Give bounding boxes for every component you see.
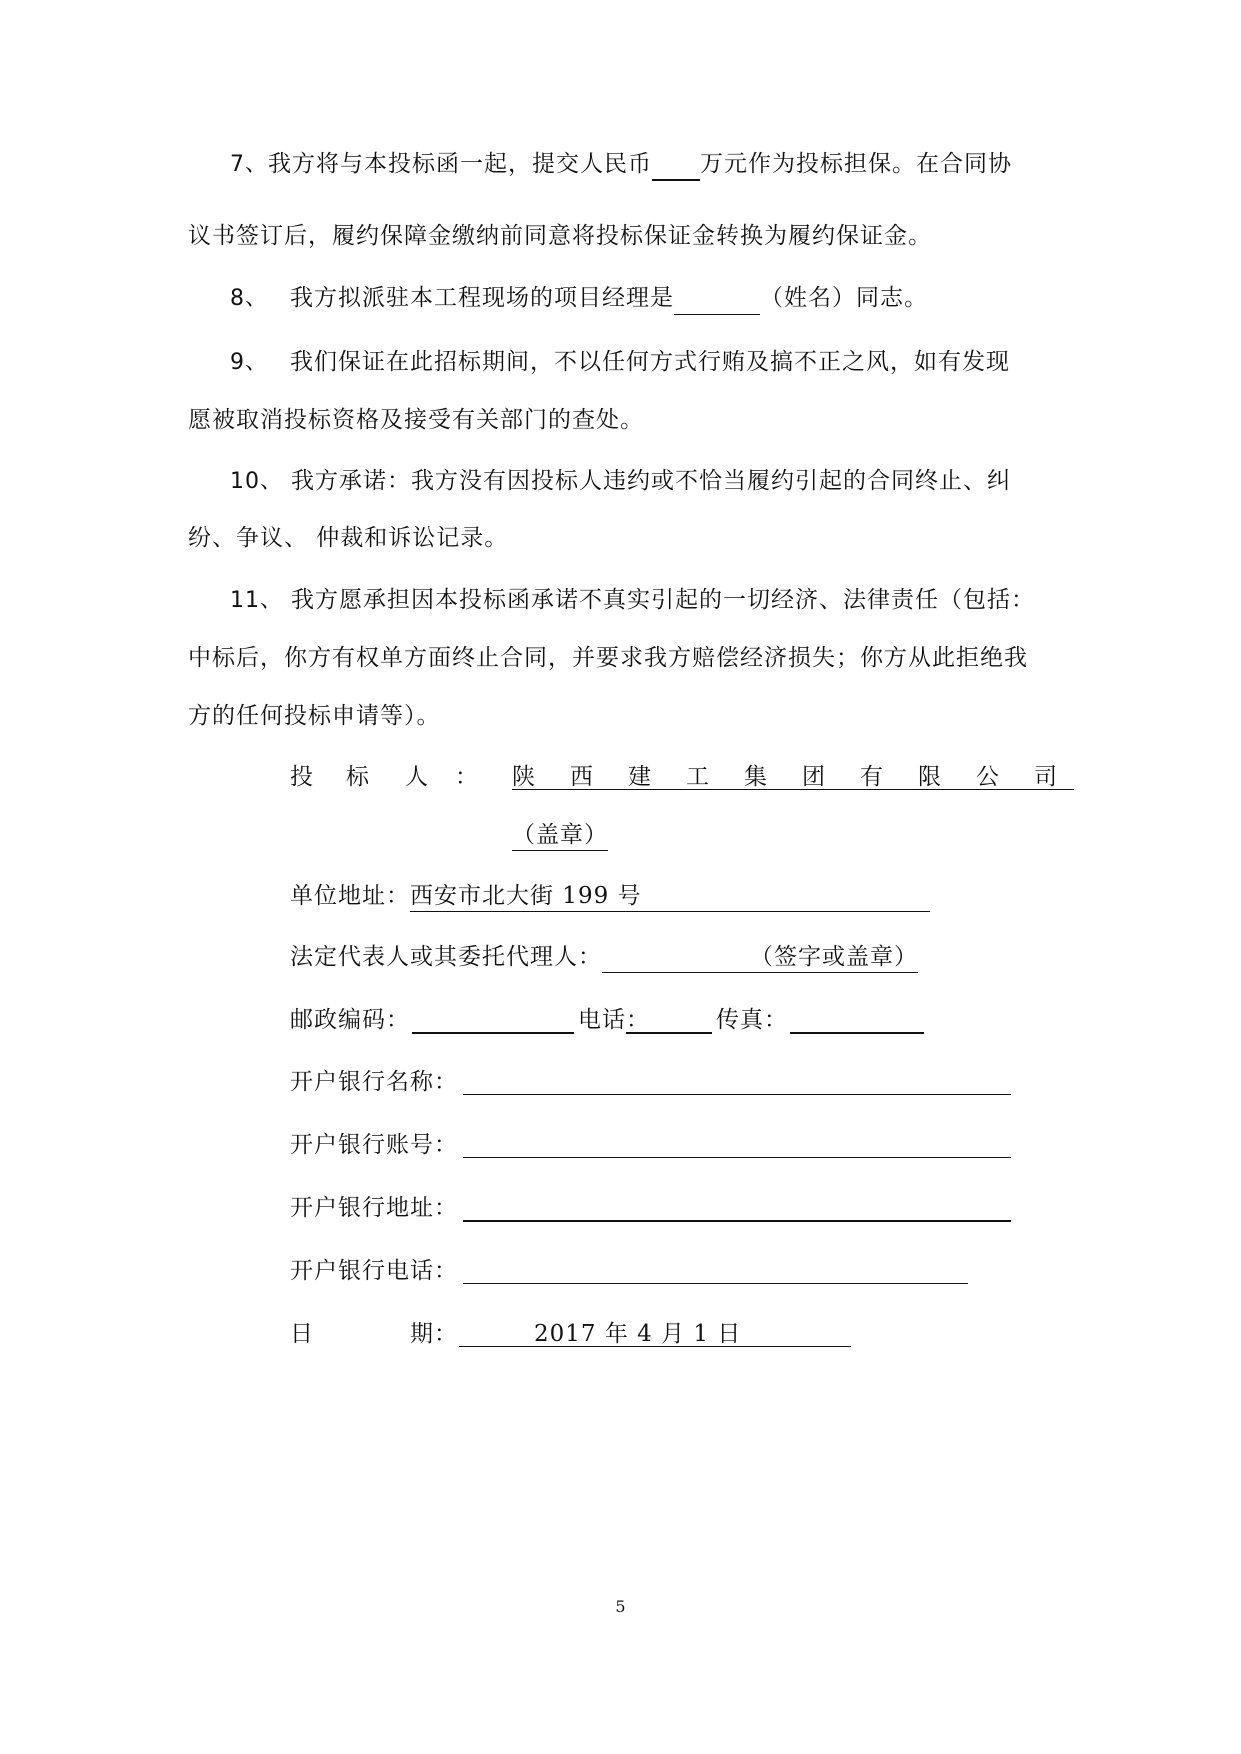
seal-note [512, 819, 608, 851]
legal-rep-row [290, 941, 918, 973]
date-label-a: 日 [290, 1321, 314, 1347]
bidder-name-char: 西 [570, 764, 594, 790]
bidder-name-char: 司 [1034, 764, 1058, 790]
bidder-name-char: 工 [686, 764, 710, 790]
paragraph-8-line [230, 282, 928, 315]
bidder-name-char: 团 [802, 764, 826, 790]
fax-blank [790, 1032, 924, 1034]
amount-blank [652, 153, 700, 181]
seal-text: （盖章） [512, 820, 608, 851]
date-value: 2017 年 4 月 1 日 [534, 1321, 742, 1347]
bidder-label-char: 投 [290, 764, 314, 790]
bidder-name-char: 有 [860, 764, 884, 790]
bank-phone-blank [463, 1283, 968, 1284]
paragraph-11-line-1 [230, 584, 1035, 617]
paragraph-7-line-1 [230, 148, 1012, 181]
fax-label: 传真： [716, 1007, 788, 1033]
bidder-label-char: ： [455, 764, 479, 790]
paragraph-11-line-3: 方的任何投标申请等）。 [188, 703, 441, 729]
paragraph-8-number: 8、 [230, 286, 268, 311]
bank-name-label: 开户银行名称： [290, 1069, 458, 1095]
legal-rep-field [602, 942, 918, 973]
paragraph-9-text-1: 我们保证在此招标期间，不以任何方式行贿及搞不正之风，如有发现 [290, 349, 1010, 375]
paragraph-8-text-a: 我方拟派驻本工程现场的项目经理是 [290, 285, 674, 311]
paragraph-7-text-b: 万元作为投标担保。在合同协 [700, 151, 1012, 177]
date-underline [459, 1346, 851, 1347]
paragraph-11-line-2: 中标后，你方有权单方面终止合同，并要求我方赔偿经济损失；你方从此拒绝我 [188, 645, 1028, 671]
paragraph-10-text-1: 我方承诺：我方没有因投标人违约或不恰当履约引起的合同终止、纠 [291, 468, 1011, 494]
bank-account-blank [463, 1157, 1011, 1158]
address-value [410, 881, 930, 912]
paragraph-7-number: 7、 [230, 152, 268, 177]
manager-name-blank [674, 288, 760, 315]
paragraph-9-line-1 [230, 346, 1010, 379]
address-row [290, 880, 930, 912]
paragraph-11-number: 11、 [230, 588, 283, 613]
legal-rep-note: （签字或盖章） [750, 944, 918, 970]
bidder-label-char: 标 [346, 764, 370, 790]
paragraph-7-text-a: 我方将与本投标函一起，提交人民币 [268, 151, 652, 177]
paragraph-8-text-b: （姓名）同志。 [760, 285, 928, 311]
postcode-blank [412, 1032, 574, 1034]
bidder-label-char: 人 [405, 764, 429, 790]
paragraph-11-text-1: 我方愿承担因本投标函承诺不真实引起的一切经济、法律责任（包括： [291, 587, 1035, 613]
date-label-b: 期： [410, 1321, 458, 1347]
bidder-name-char: 陕 [512, 764, 536, 790]
paragraph-9-number: 9、 [230, 350, 268, 375]
paragraph-10-line-2: 纷、争议、 仲裁和诉讼记录。 [188, 525, 509, 551]
paragraph-9-line-2: 愿被取消投标资格及接受有关部门的查处。 [188, 407, 644, 433]
paragraph-10-line-1 [230, 465, 1011, 498]
bank-name-blank [463, 1094, 1011, 1095]
paragraph-10-number: 10、 [230, 469, 283, 494]
bidder-name-char: 公 [976, 764, 1000, 790]
bank-phone-label: 开户银行电话： [290, 1258, 458, 1284]
address-value-text: 西安市北大街 199 号 [410, 883, 642, 909]
address-label: 单位地址： [290, 883, 410, 909]
page-number: 5 [615, 1597, 626, 1616]
phone-label: 电话： [578, 1007, 650, 1033]
phone-blank [626, 1032, 712, 1034]
bidder-name-char: 集 [744, 764, 768, 790]
legal-rep-label: 法定代表人或其委托代理人： [290, 944, 602, 970]
bank-address-label: 开户银行地址： [290, 1195, 458, 1221]
paragraph-7-line-2: 议书签订后，履约保障金缴纳前同意将投标保证金转换为履约保证金。 [188, 223, 932, 249]
bank-address-blank [463, 1220, 1011, 1222]
postcode-label: 邮政编码： [290, 1007, 410, 1033]
bank-account-label: 开户银行账号： [290, 1132, 458, 1158]
bidder-name-char: 建 [628, 764, 652, 790]
bidder-name-underline [512, 789, 1074, 790]
bidder-name-char: 限 [918, 764, 942, 790]
